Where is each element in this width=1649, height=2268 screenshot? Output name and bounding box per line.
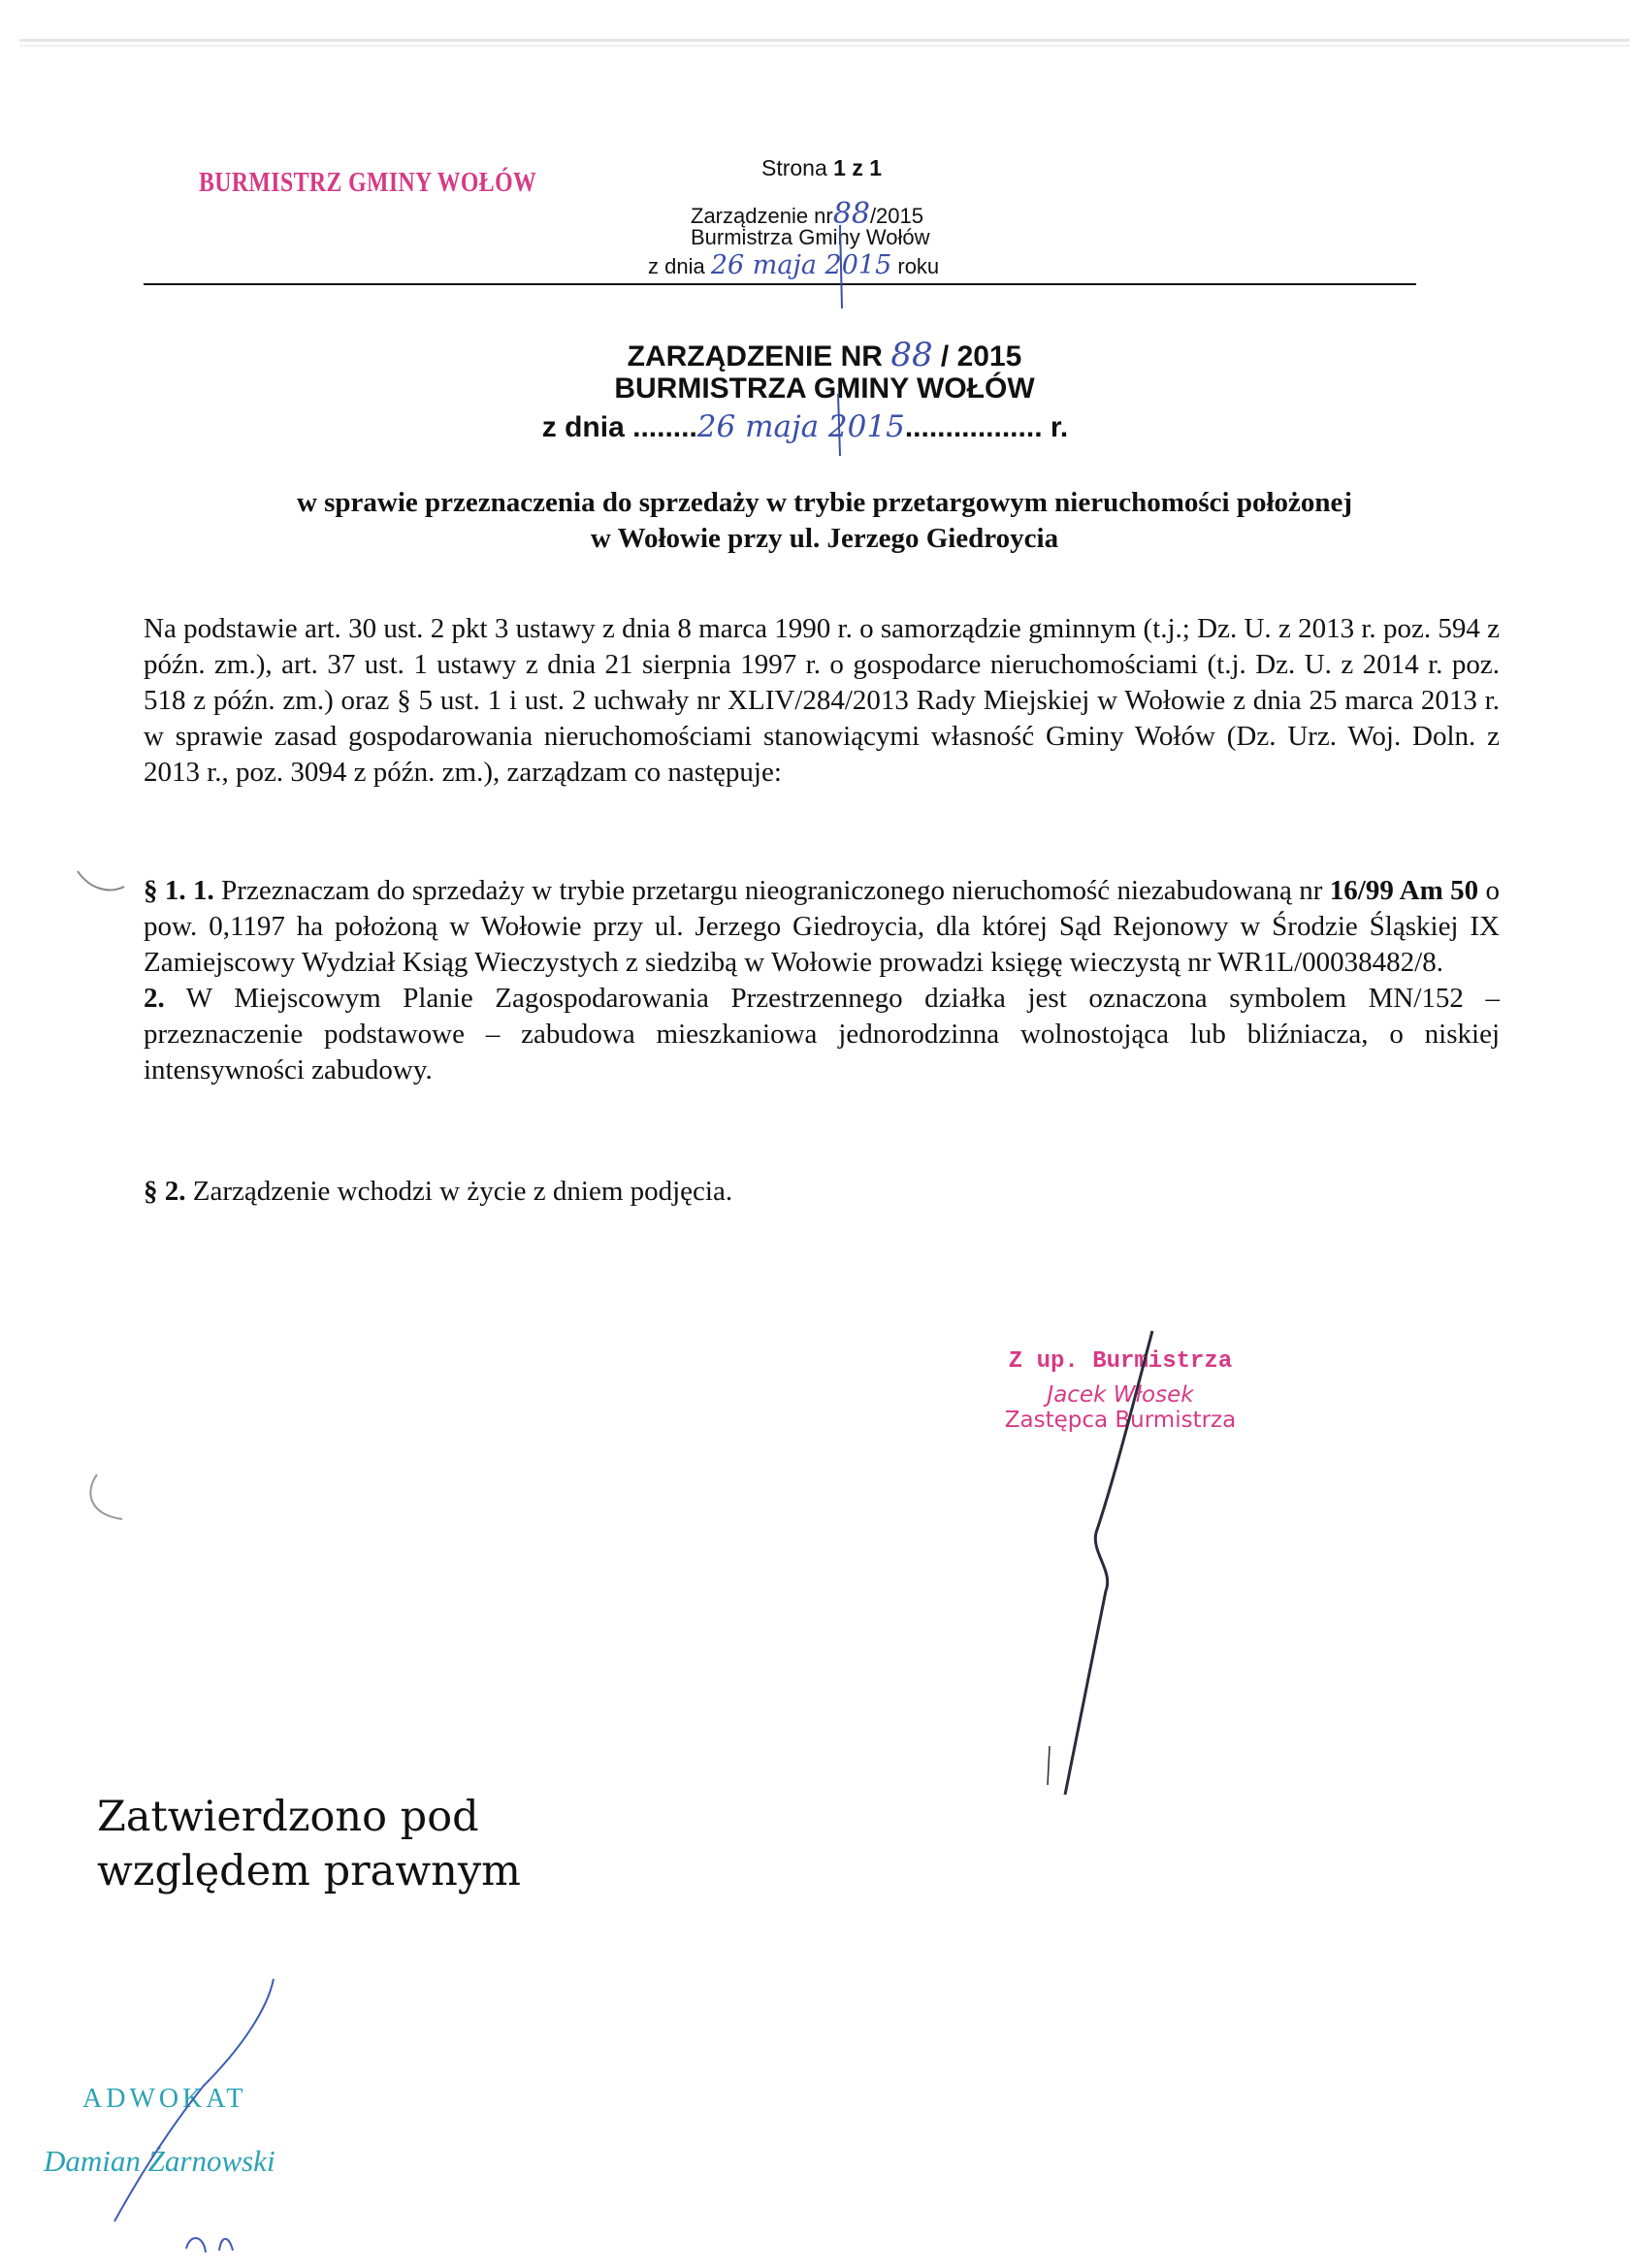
preamble-text: Na podstawie art. 30 ust. 2 pkt 3 ustawy z dnia 8 marca 1990 r. o samorządzie gminnym (t.j.; Dz. U. z 2013 r. poz. 594 z późn. zm.), art. 37 ust. 1 ustawy z dnia 21 sierpnia 1997 r. o gospodarce nieruchomościami (t.j. Dz. U. z 2014 r. poz. 518 z późn. zm.) oraz § 5 ust. 1 i ust. 2 uchwały nr XLIV/284/2013 Rady Miejskiej w Wołowie z dnia 25 marca 2013 r. w sprawie zasad gospodarowania nieruchomościami stanowiącymi własność Gminy Wołów (Dz. Urz. Woj. Doln. z 2013 r., poz. 3094 z późn. zm.), zarządzam co następuje: — [144, 613, 1500, 788]
title-date-suffix: r. — [1050, 411, 1069, 443]
header-date-prefix: z dnia — [648, 254, 705, 278]
header-pen-stroke — [840, 225, 842, 308]
scan-mark-bottom — [90, 1474, 122, 1519]
signature-tail — [1048, 1746, 1050, 1785]
legal-approval-line-2: względem prawnym — [97, 1847, 521, 1895]
section-1-text-b: o pow. 0,1197 ha położoną w Wołowie przy ul. Jerzego Giedroycia, dla której Sąd Rejonowy w Środzie Śląskiej IX Zamiejscowy Wydział Ksiąg Wieczystych z siedzibą w Wołowie prowadzi księgę wieczystą nr WR1L/00038482/8. — [144, 875, 1501, 978]
header-date-handwritten: 26 maja 2015 — [710, 250, 892, 280]
title-date-dots-left: ........ — [632, 411, 697, 443]
section-1-point-2-label: 2. — [144, 983, 165, 1014]
title-line-2: BURMISTRZA GMINY WOŁÓW — [614, 373, 1035, 405]
header-ordinance-prefix: Zarządzenie nr — [691, 204, 833, 228]
section-1-point-2-text: W Miejscowym Planie Zagospodarowania Przestrzennego działka jest oznaczona symbolem MN/152 – przeznaczenie podstawowe – zabudowa mieszkaniowa jednorodzinna wolnostojąca lub bliźniacza, o niskiej intensywności zabudowy. — [144, 983, 1500, 1085]
legal-approval-line-1: Zatwierdzono pod — [97, 1793, 479, 1841]
lawyer-stamp-name: Damian Żarnowski — [44, 2144, 275, 2178]
section-2-text: Zarządzenie wchodzi w życie z dniem podjęcia. — [185, 1176, 733, 1207]
parcel-number: 16/99 Am 50 — [1329, 875, 1479, 906]
section-1-text-a: Przeznaczam do sprzedaży w trybie przetargu nieograniczonego nieruchomość niezabudowaną nr — [213, 875, 1330, 906]
title-date-dots-right: ................. — [904, 411, 1043, 443]
page-indicator-number: 1 z 1 — [833, 155, 883, 180]
title-prefix: ZARZĄDZENIE NR — [627, 340, 883, 373]
scan-mark-top — [78, 871, 124, 890]
subject-line-2: w Wołowie przy ul. Jerzego Giedroycia — [590, 523, 1059, 554]
header-issuer: Burmistrza Gminy Wołów — [691, 225, 930, 249]
page-indicator-prefix: Strona — [761, 155, 834, 180]
section-1-label: § 1. 1. — [144, 875, 214, 906]
title-date-prefix: z dnia — [541, 411, 625, 443]
lawyer-stamp-title: ADWOKAT — [82, 2084, 247, 2114]
signature-stamp-role: Zastępca Burmistrza — [1004, 1408, 1237, 1433]
header-ordinance-year: /2015 — [869, 204, 923, 228]
lawyer-signature — [114, 1979, 274, 2221]
director-signature — [1065, 1331, 1152, 1795]
issuer-stamp-header: BURMISTRZ GMINY WOŁÓW — [199, 167, 537, 198]
header-ordinance-number-handwritten: 88 — [832, 197, 870, 231]
section-2-label: § 2. — [144, 1176, 186, 1207]
subject-line-1: w sprawie przeznaczenia do sprzedaży w trybie przetargowym nieruchomości położonej — [296, 487, 1353, 518]
signature-stamp-name: Jacek Włosek — [1047, 1382, 1194, 1408]
signature-stamp-line-1: Z up. Burmistrza — [1008, 1348, 1233, 1375]
title-number-handwritten: 88 — [890, 336, 933, 374]
title-suffix: / 2015 — [940, 340, 1022, 373]
title-pen-stroke — [838, 394, 840, 456]
header-date-suffix: roku — [897, 254, 940, 278]
lawyer-signature-bottom — [186, 2238, 233, 2252]
title-date-handwritten: 26 maja 2015 — [696, 409, 905, 444]
